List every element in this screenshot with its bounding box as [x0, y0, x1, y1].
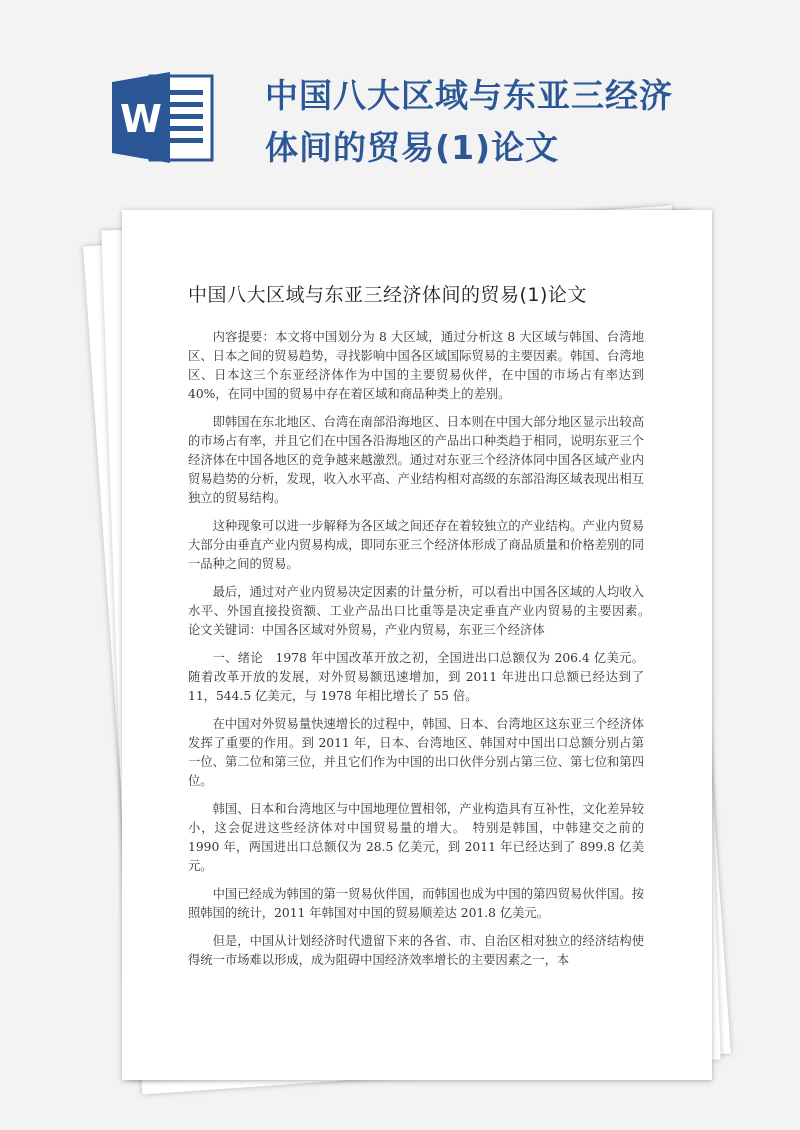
document-title: 中国八大区域与东亚三经济体间的贸易(1)论文	[188, 284, 587, 306]
paragraph: 即韩国在东北地区、台湾在南部沿海地区、日本则在中国大部分地区显示出较高的市场占有率，并且它们在中国各沿海地区的产品出口种类趋于相同，说明东亚三个经济体在中国各地区的竞争越来越激烈。通过对东亚三个经济体同中国各区域产业内贸易趋势的分析，发现，收入水平高、产业结构相对高级的东部沿海区域表现出相互独立的贸易结构。	[188, 415, 644, 505]
paragraph: 一、绪论 1978 年中国改革开放之初，全国进出口总额仅为 206.4 亿美元。随着改革开放的发展，对外贸易额迅速增加，到 2011 年进出口总额已经达到了 11，544.5 亿美元，与 1978 年相比增长了 55 倍。	[188, 651, 644, 703]
page-title: 中国八大区域与东亚三经济体间的贸易(1)论文	[265, 76, 673, 167]
paragraph: 韩国、日本和台湾地区与中国地理位置相邻，产业构造具有互补性，文化差异较小，这会促进这些经济体对中国贸易量的增大。 特别是韩国，中韩建交之前的 1990 年，两国进出口总额仅为 28.5 亿美元，到 2011 年已经达到了 899.8 亿美元。	[188, 802, 644, 873]
paragraph: 但是，中国从计划经济时代遗留下来的各省、市、自治区相对独立的经济结构使得统一市场难以形成，成为阻碍中国经济效率增长的主要因素之一，本	[188, 934, 644, 967]
paragraph: 在中国对外贸易量快速增长的过程中，韩国、日本、台湾地区这东亚三个经济体发挥了重要的作用。到 2011 年，日本、台湾地区、韩国对中国出口总额分别占第一位、第二位和第三位，并且它们作为中国的出口伙伴分别占第三位、第七位和第四位。	[188, 717, 644, 788]
document-page[interactable]	[122, 210, 712, 1080]
paragraph: 最后，通过对产业内贸易决定因素的计量分析，可以看出中国各区域的人均收入水平、外国直接投资额、工业产品出口比重等是决定垂直产业内贸易的主要因素。 论文关键词：中国各区域对外贸易，产业内贸易，东亚三个经济体	[188, 585, 657, 637]
paragraph: 中国已经成为韩国的第一贸易伙伴国，而韩国也成为中国的第四贸易伙伴国。按照韩国的统计，2011 年韩国对中国的贸易顺差达 201.8 亿美元。	[188, 887, 644, 920]
document-body	[188, 328, 657, 979]
paragraph: 这种现象可以进一步解释为各区域之间还存在着较独立的产业结构。产业内贸易大部分由垂直产业内贸易构成，即同东亚三个经济体形成了商品质量和价格差别的同一品种之间的贸易。	[188, 519, 644, 571]
paragraph: 内容提要：本文将中国划分为 8 大区域，通过分析这 8 大区域与韩国、台湾地区、日本之间的贸易趋势，寻找影响中国各区域国际贸易的主要因素。韩国、台湾地区、日本这三个东亚经济体作为中国的主要贸易伙伴，在中国的市场占有率达到 40%，在同中国的贸易中存在着区域和商品种类上的差别。	[188, 330, 644, 401]
word-icon-letter: W	[120, 97, 162, 141]
word-doc-icon	[110, 70, 215, 165]
